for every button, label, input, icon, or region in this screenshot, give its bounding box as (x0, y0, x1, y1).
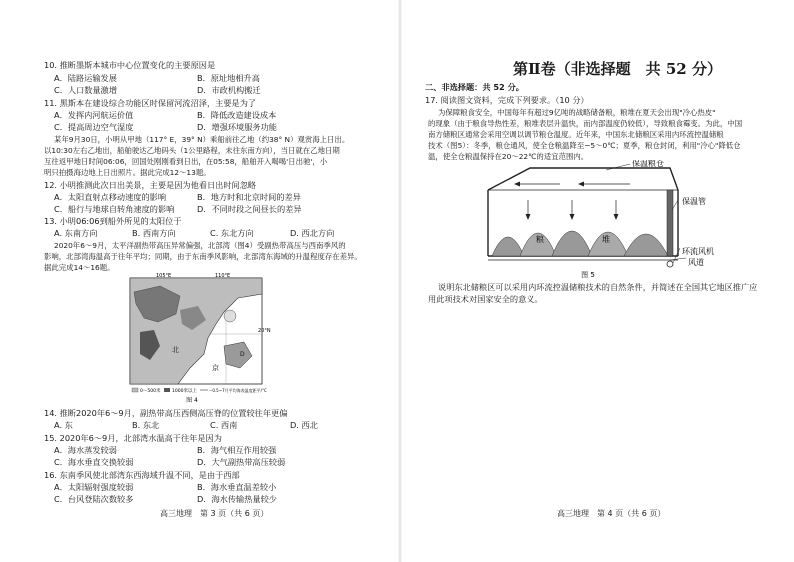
q17-text-line: 温，使全仓粮温保持在20～22℃的适宜范围内。 (428, 152, 589, 161)
q16-stem: 16. 东南季风使北部湾东西海域升温不同，是由于西部 (44, 470, 240, 480)
map-legend-item: −0.5~7月平均海表温度距平/°C (209, 388, 267, 393)
part2-title: 第Ⅱ卷（非选择题 共 52 分） (513, 60, 722, 78)
q17-text-line: 南方储粮区通常会采用空调以调节粮仓温度。近年来，中国东北储粮区采用内环流控温储粮 (428, 130, 724, 139)
passage1-line: 以10:30左右乙地出，船舶驶达乙地码头（1公里路程，未往东南方向），当日就在乙地日期 (44, 146, 340, 155)
right-page (400, 0, 794, 562)
q13-option-b: B. 西南方向 (132, 228, 176, 238)
passage1-line: 互往返甲地日时间06:06，回国处刚刚看到日出，在05:58，船舶开入喝喝'日出驰'，小 (44, 157, 328, 166)
q10-option-c: C．人口数量激增 (54, 85, 118, 95)
q17-question-line: 用此项技术对国家安全的意义。 (428, 294, 543, 304)
q12-option-a: A．太阳直射点移动速度的影响 (54, 192, 167, 202)
q14-stem: 14. 推断2020年6～9月，副热带高压西侧高压脊的位置较往年更偏 (44, 408, 288, 418)
map-lat-label: 20°N (258, 328, 271, 334)
figure5-granary-diagram (480, 160, 720, 280)
label-insulated-granary: 保温粮仓 (632, 160, 664, 168)
figure5-caption: 图 5 (581, 271, 595, 279)
map-lon-label: 105°E (156, 273, 172, 279)
q15-option-d: D．大气副热带高压较弱 (197, 457, 286, 467)
q10-option-b: B．原址地相升高 (197, 73, 260, 83)
q13-option-a: A. 东南方向 (54, 228, 98, 238)
map-region-label: 京 (212, 364, 219, 372)
q10-stem: 10. 推断墨斯本城市中心位置变化的主要原因是 (44, 60, 216, 70)
label-pile: 堆 (602, 235, 610, 244)
q12-stem: 12. 小明推测此次日出美景，主要是因为他看日出时间忽略 (44, 180, 257, 190)
passage1-line: 某年9月30日，小明从甲地（117° E，39° N）乘船前往乙地（约38° N）观赏海上日出。 (54, 135, 350, 144)
q16-option-c: C．台风登陆次数较多 (54, 494, 134, 504)
q16-option-b: B．海水垂直温差较小 (197, 482, 277, 492)
map-legend-item: 1000米以上 (172, 389, 197, 394)
q13-stem: 13. 小明06:06到船外所见的太阳位于 (44, 216, 182, 226)
figure4-caption: 图 4 (186, 397, 198, 404)
q10-option-d: D．市政机构搬迁 (197, 85, 261, 95)
q13-option-c: C. 东北方向 (210, 228, 254, 238)
q12-option-b: B．地方时和北京时间的差异 (197, 192, 301, 202)
q11-option-a: A．发挥内河航运价值 (54, 110, 134, 120)
label-insulation-pipe: 保温管 (682, 197, 706, 206)
q15-option-c: C．海水垂直交换较弱 (54, 457, 134, 467)
q15-option-b: B．海气相互作用较强 (197, 445, 277, 455)
page3-footer: 高三地理 第 3 页（共 6 页） (160, 509, 269, 518)
q11-option-c: C．提高周边空气湿度 (54, 122, 134, 132)
q11-option-b: B．降低改造建设成本 (197, 110, 277, 120)
passage2-line: 影响，北部湾海温高于往年平均；同期，由于东南季风影响，北部湾东海域的升温程度存在差异。 (44, 252, 362, 261)
map-legend-item: 0～500米 (140, 389, 161, 394)
q14-option-b: B. 东北 (132, 420, 160, 430)
map-lon-label: 110°E (215, 273, 231, 279)
q12-option-c: C．船行与地球自转角速度的影响 (54, 204, 175, 214)
passage1-line: 明只拍摄海边地上日出照片。据此完成12～13题。 (44, 168, 211, 177)
section-heading: 二、非选择题：共 52 分。 (425, 82, 524, 92)
q11-stem: 11. 黑斯本在建设综合功能区时保留河流沼泽，主要是为了 (44, 98, 257, 108)
q17-stem: 17. 阅读图文资料，完成下列要求。（10 分） (425, 95, 589, 105)
q10-option-a: A．陆路运输发展 (54, 73, 117, 83)
label-air-duct: 风道 (688, 258, 704, 267)
q17-text-line: 为保障粮食安全，中国每年有超过9亿吨的战略储备粮，粮堆在夏天会出现"冷心热皮" (438, 108, 716, 117)
q15-stem: 15. 2020年6～9月，北部湾水温高于往年是因为 (44, 433, 222, 443)
passage2-line: 2020年6～9月，太平洋副热带高压异常偏强，北部湾（图4）受副热带高压与西南季风的 (54, 241, 346, 250)
q17-text-line: 的现象（由于粮食导热性差，粮堆表层升温快，而内部温度仍较低），导致粮食霉变。为此，中国 (428, 119, 743, 128)
label-grain: 粮 (536, 235, 544, 244)
q14-option-a: A. 东 (54, 420, 73, 430)
page4-footer: 高三地理 第 4 页（共 6 页） (557, 509, 666, 518)
q14-option-c: C. 西南 (210, 420, 238, 430)
q16-option-a: A．太阳辐射强度较弱 (54, 482, 134, 492)
map-region-label: D (240, 351, 245, 358)
label-circulation-fan: 环流风机 (682, 247, 714, 256)
figure4-map (120, 272, 272, 404)
q15-option-a: A．海水蒸发较弱 (54, 445, 117, 455)
q17-question-line: 说明东北储粮区可以采用内环流控温储粮技术的自然条件，并简述在全国其它地区推广应 (438, 282, 758, 292)
passage2-line: 据此完成14～16题。 (44, 263, 115, 272)
q11-option-d: D．增强环境服务功能 (197, 122, 277, 132)
q13-option-d: D. 西北方向 (290, 228, 335, 238)
q12-option-d: D．不同时段之间昼长的差异 (197, 204, 302, 214)
q16-option-d: D．海水传输热量较少 (197, 494, 277, 504)
q17-text-line: 技术（图5）：冬季，粮仓通风，使全仓粮温降至−5～0℃；夏季，粮仓封闭，利用"冷心"降低仓 (428, 141, 741, 150)
map-region-label: 北 (172, 346, 179, 354)
q14-option-d: D. 西北 (290, 420, 318, 430)
